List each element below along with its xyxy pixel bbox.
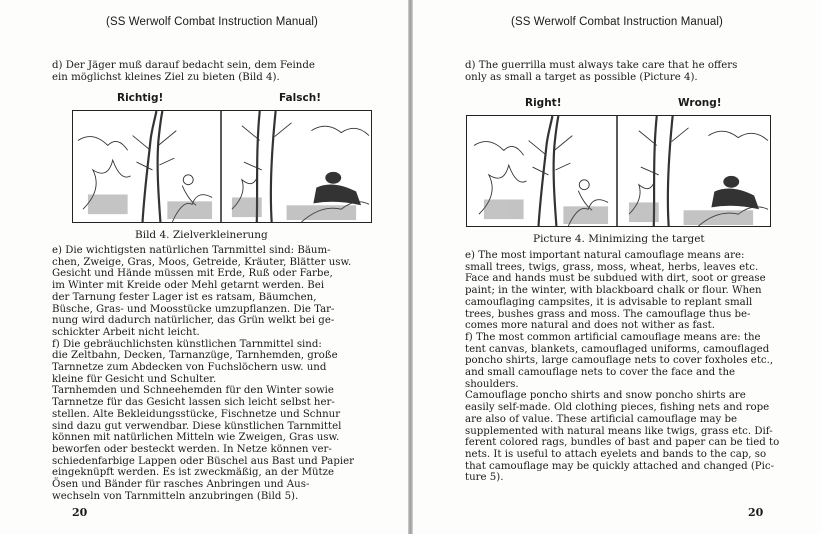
left-page-number: 20 — [72, 506, 88, 519]
text-line: wechseln von Tarnmitteln anzubringen (Bild 5). — [52, 490, 299, 502]
text-line: f) Die gebräuchlichsten künstlichen Tarnmittel sind: — [52, 338, 322, 350]
text-line: nung wird dadurch natürlicher, das Grün welkt bei ge- — [52, 315, 335, 327]
text-line: easily self-made. Old clothing pieces, fishing nets and rope — [465, 402, 770, 414]
text-line: ein möglichst kleines Ziel zu bieten (Bild 4). — [52, 71, 280, 83]
text-line: tent canvas, blankets, camouflaged uniforms, camouflaged — [465, 343, 770, 355]
text-line: Tarnhemden und Schneehemden für den Winter sowie — [52, 385, 334, 397]
right-page-number: 20 — [748, 506, 764, 519]
right-figure-labels — [413, 97, 821, 111]
text-line: and small camouflage nets to cover the face and the — [465, 367, 736, 379]
text-line: Camouflage poncho shirts and snow poncho shirts are — [465, 390, 746, 402]
left-figure-caption: Bild 4. Zielverkleinerung — [135, 229, 268, 241]
text-line: schiedenfarbige Lappen oder Büschel aus Bast und Papier — [52, 455, 354, 467]
right-label-correct: Right! — [525, 97, 562, 109]
text-line: Tarnnetze zum Abdecken von Fuchslöchern usw. und — [52, 362, 327, 374]
text-line: that camouflage may be quickly attached and changed (Pic- — [465, 460, 775, 472]
text-line: camouflaging campsites, it is advisable to replant small — [465, 296, 753, 308]
right-intro-paragraph — [465, 60, 785, 83]
text-line: beworfen oder besteckt werden. In Netze können ver- — [52, 443, 332, 455]
right-body-text — [465, 250, 783, 484]
text-line: trees, bushes grass and moss. The camouflage thus be- — [465, 308, 751, 320]
left-figure-labels — [0, 92, 408, 106]
text-line: f) The most common artificial camouflage means are: the — [465, 331, 761, 343]
text-line: small trees, twigs, grass, moss, wheat, herbs, leaves etc. — [465, 261, 759, 273]
text-line: Büsche, Gras- und Moosstücke umzupflanzen. Die Tar- — [52, 303, 335, 315]
text-line: nets. It is useful to attach eyelets and bands to the cap, so — [465, 448, 767, 460]
text-line: im Winter mit Kreide oder Mehl getarnt werden. Bei — [52, 280, 325, 292]
left-label-correct: Richtig! — [117, 92, 164, 104]
left-figure-illustration — [72, 110, 372, 223]
right-label-wrong: Wrong! — [678, 97, 722, 109]
left-page — [0, 0, 408, 534]
text-line: Face and hands must be subdued with dirt, soot or grease — [465, 273, 766, 285]
text-line: können mit natürlichen Mitteln wie Zweigen, Gras usw. — [52, 432, 340, 444]
right-figure-illustration — [466, 115, 771, 227]
text-line: stellen. Alte Bekleidungsstücke, Fischnetze und Schnur — [52, 408, 341, 420]
right-page — [413, 0, 821, 534]
text-line: poncho shirts, large camouflage nets to cover foxholes etc., — [465, 355, 774, 367]
text-line: chen, Zweige, Gras, Moos, Getreide, Kräuter, Blätter usw. — [52, 256, 352, 268]
text-line: comes more natural and does not wither as fast. — [465, 320, 715, 332]
left-body-text — [52, 245, 372, 502]
text-line: ture 5). — [465, 472, 504, 484]
left-label-wrong: Falsch! — [279, 92, 321, 104]
text-line: d) The guerrilla must always take care that he offers — [465, 60, 738, 71]
text-line: supplemented with natural means like twigs, grass etc. Dif- — [465, 425, 773, 437]
right-figure-drawing — [467, 116, 770, 226]
text-line: are also of value. These artificial camouflage may be — [465, 413, 738, 425]
text-line: schickter Arbeit nicht leicht. — [52, 326, 200, 338]
left-intro-paragraph — [52, 60, 372, 83]
left-figure-drawing — [73, 111, 371, 222]
text-line: Gesicht und Hände müssen mit Erde, Ruß oder Farbe, — [52, 268, 333, 280]
text-line: only as small a target as possible (Picture 4). — [465, 71, 698, 83]
text-line: Tarnnetze für das Gesicht lassen sich leicht selbst her- — [52, 397, 335, 409]
text-line: e) The most important natural camouflage means are: — [465, 250, 745, 261]
text-line: Ösen und Bänder für rasches Anbringen und Aus- — [52, 479, 310, 491]
text-line: shoulders. — [465, 378, 519, 390]
right-page-header: (SS Werwolf Combat Instruction Manual) — [511, 16, 723, 28]
text-line: eingeknüpft werden. Es ist zweckmäßig, an der Mütze — [52, 467, 335, 479]
text-line: d) Der Jäger muß darauf bedacht sein, dem Feinde — [52, 60, 315, 71]
text-line: der Tarnung fester Lager ist es ratsam, Bäumchen, — [52, 291, 317, 303]
text-line: die Zeltbahn, Decken, Tarnanzüge, Tarnhemden, große — [52, 350, 338, 362]
text-line: ferent colored rags, bundles of bast and paper can be tied to — [465, 437, 780, 449]
text-line: e) Die wichtigsten natürlichen Tarnmittel sind: Bäum- — [52, 245, 331, 256]
text-line: paint; in the winter, with blackboard chalk or flour. When — [465, 285, 762, 297]
text-line: sind dazu gut verwendbar. Diese künstlichen Tarnmittel — [52, 420, 342, 432]
text-line: kleine für Gesicht und Schulter. — [52, 373, 217, 385]
right-figure-caption: Picture 4. Minimizing the target — [533, 233, 705, 245]
left-page-header: (SS Werwolf Combat Instruction Manual) — [106, 16, 318, 28]
